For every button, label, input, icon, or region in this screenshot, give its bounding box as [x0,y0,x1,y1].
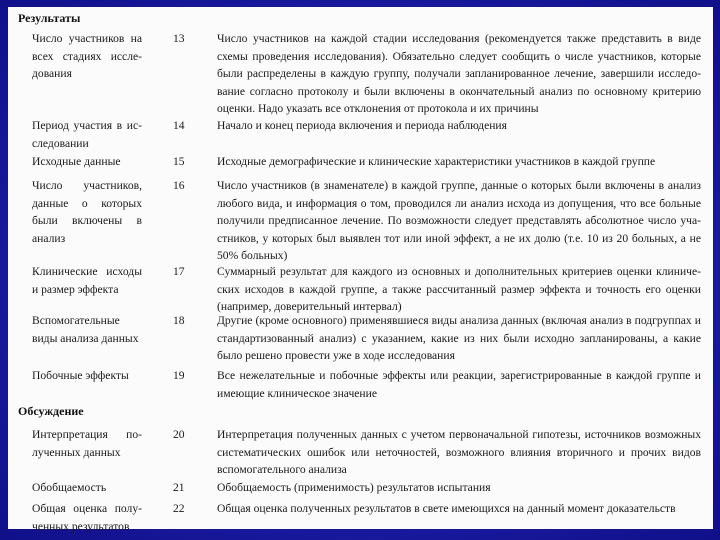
row-number: 18 [173,314,185,327]
row-label: Интерпретация по-лученных данных [32,428,142,459]
row-description: Число участников на каждой стадии исследования (рекомендуется также представить в виде схемы проведения исследования). Обязательно следует сообщить о числе участников, которые были распределены в каждую группу, получали запланированное лечение, завершили исследо-вание согласно протоколу и были включены в окончательный анализ по основному критерию оценки. Надо указать все отклонения от протокола и их причины [217,32,701,116]
row-number: 20 [173,428,185,441]
row-label: Исходные данные [32,155,121,168]
row-description: Число участников (в знаменателе) в каждой группе, данные о которых были включены в анализ любого вида, и информация о том, проводился ли анализ исхода из допущения, что все больные получили предписанное лечение. По возможности следует представлять абсолютное число уча-стников, у которых был выявлен тот или иной эффект, а не их долю (т.е. 10 из 20 больных, а не 50% больных) [217,179,701,263]
row-description: Все нежелательные и побочные эффекты или реакции, зарегистрированные в каждой группе и имеющие клиническое значение [217,369,701,400]
row-label: Число участников, данные о которых были включены в анализ [32,179,142,245]
row-number: 15 [173,155,185,168]
row-label: Общая оценка полу-ченных результатов [32,502,142,533]
row-number: 21 [173,481,185,494]
row-number: 19 [173,369,185,382]
row-label: Период участия в ис-следовании [32,119,142,150]
row-description: Обобщаемость (применимость) результатов испытания [217,481,491,494]
row-number: 16 [173,179,185,192]
row-label: Обобщаемость [32,481,107,494]
row-description: Исходные демографические и клинические характеристики участников в каждой группе [217,155,656,168]
row-number: 17 [173,265,185,278]
row-description: Суммарный результат для каждого из основных и дополнительных критериев оценки клиниче-ских исходов в каждой группе, а также рассчитанный размер эффекта и точность его оценки (например, доверительный интервал) [217,265,701,314]
row-label: Клинические исходы и размер эффекта [32,265,142,296]
document-panel [8,7,713,533]
row-description: Начало и конец периода включения и периода наблюдения [217,119,507,132]
row-description: Другие (кроме основного) применявшиеся виды анализа данных (включая анализ в подгруппах и стандартизованный анализ) с указанием, какие из них были исходно запланированы, а какие было решено провести уже в ходе исследования [217,314,701,363]
row-label: Побочные эффекты [32,369,129,382]
row-label: Вспомогательные виды анализа данных [32,314,139,345]
section-title-results: Результаты [18,11,81,25]
row-number: 22 [173,502,185,515]
section-title-discussion: Обсуждение [18,404,84,418]
row-label: Число участников на всех стадиях иссле-дования [32,32,142,81]
row-number: 13 [173,32,185,45]
row-description: Общая оценка полученных результатов в свете имеющихся на данный момент доказательств [217,502,676,515]
row-description: Интерпретация полученных данных с учетом первоначальной гипотезы, источников возможных систематических ошибок или неточностей, возможного влияния вторичного и прочих видов вспомогательного анализа [217,428,701,477]
row-number: 14 [173,119,185,132]
